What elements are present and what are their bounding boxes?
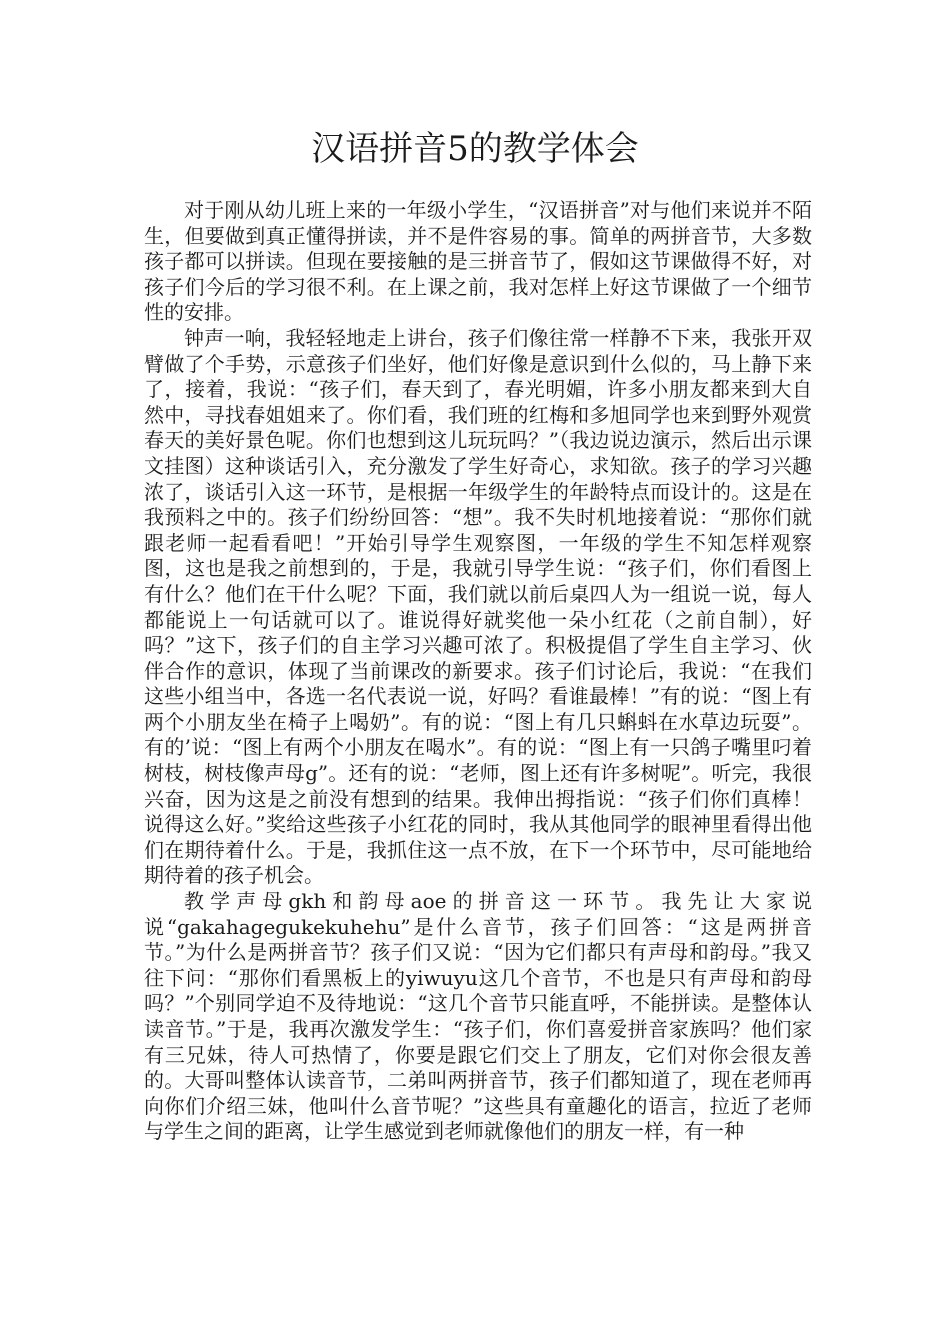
paragraph-1: 对于刚从幼儿班上来的一年级小学生，“汉语拼音”对与他们来说并不陌生，但要做到真正懂得拼读，并不是件容易的事。简单的两拼音节，大多数孩子都可以拼读。但现在要接触的是三拼音节了，假如这节课做得不好，对孩子们今后的学习很不利。在上课之前，我对怎样上好这节课做了一个细节性的安排。 — [144, 198, 812, 325]
document-body — [144, 198, 812, 1145]
document-title: 汉语拼音5的教学体会 — [311, 129, 639, 169]
paragraph-2: 钟声一响，我轻轻地走上讲台，孩子们像往常一样静不下来，我张开双臂做了个手势，示意孩子们坐好，他们好像是意识到什么似的，马上静下来了，接着，我说：“孩子们，春天到了，春光明媚，许多小朋友都来到大自然中，寻找春姐姐来了。你们看，我们班的红梅和多旭同学也来到野外观赏春天的美好景色呢。你们也想到这儿玩玩吗？”（我边说边演示，然后出示课文挂图）这种谈话引入，充分激发了学生好奇心，求知欲。孩子的学习兴趣浓了，谈话引入这一环节，是根据一年级学生的年龄特点而设计的。这是在我预料之中的。孩子们纷纷回答：“想”。我不失时机地接着说：“那你们就跟老师一起看看吧！”开始引导学生观察图，一年级的学生不知怎样观察图，这也是我之前想到的，于是，我就引导学生说：“孩子们，你们看图上有什么？他们在干什么呢？下面，我们就以前后桌四人为一组说一说，每人都能说上一句话就可以了。谁说得好就奖他一朵小红花（之前自制），好吗？”这下，孩子们的自主学习兴趣可浓了。积极提倡了学生自主学习、伙伴合作的意识，体现了当前课改的新要求。孩子们讨论后，我说：“在我们这些小组当中，各选一名代表说一说，好吗？看谁最棒！”有的说：“图上有两个小朋友坐在椅子上喝奶”。有的说：“图上有几只蝌蚪在水草边玩耍”。有的’说：“图上有两个小朋友在喝水”。有的说：“图上有一只鸽子嘴里叼着树枝，树枝像声母g”。还有的说：“老师，图上还有许多树呢”。听完，我很兴奋，因为这是之前没有想到的结果。我伸出拇指说：“孩子们你们真棒！说得这么好。”奖给这些孩子小红花的同时，我从其他同学的眼神里看得出他们在期待着什么。于是，我抓住这一点不放，在下一个环节中，尽可能地给期待着的孩子机会。 — [144, 325, 812, 888]
paragraph-3: 教学声母gkh和韵母aoe的拼音这一环节。我先让大家说说“gakahagegukekuhehu”是什么音节，孩子们回答：“这是两拼音节。”为什么是两拼音节？孩子们又说：“因为它们都只有声母和韵母。”我又往下问：“那你们看黑板上的yiwuyu这几个音节，不也是只有声母和韵母吗？”个别同学迫不及待地说：“这几个音节只能直呼，不能拼读。是整体认读音节。”于是，我再次激发学生：“孩子们，你们喜爱拼音家族吗？他们家有三兄妹，待人可热情了，你要是跟它们交上了朋友，它们对你会很友善的。大哥叫整体认读音节，二弟叫两拼音节，孩子们都知道了，现在老师再向你们介绍三妹，他叫什么音节呢？”这些具有童趣化的语言，拉近了老师与学生之间的距离，让学生感觉到老师就像他们的朋友一样，有一种 — [144, 889, 812, 1144]
